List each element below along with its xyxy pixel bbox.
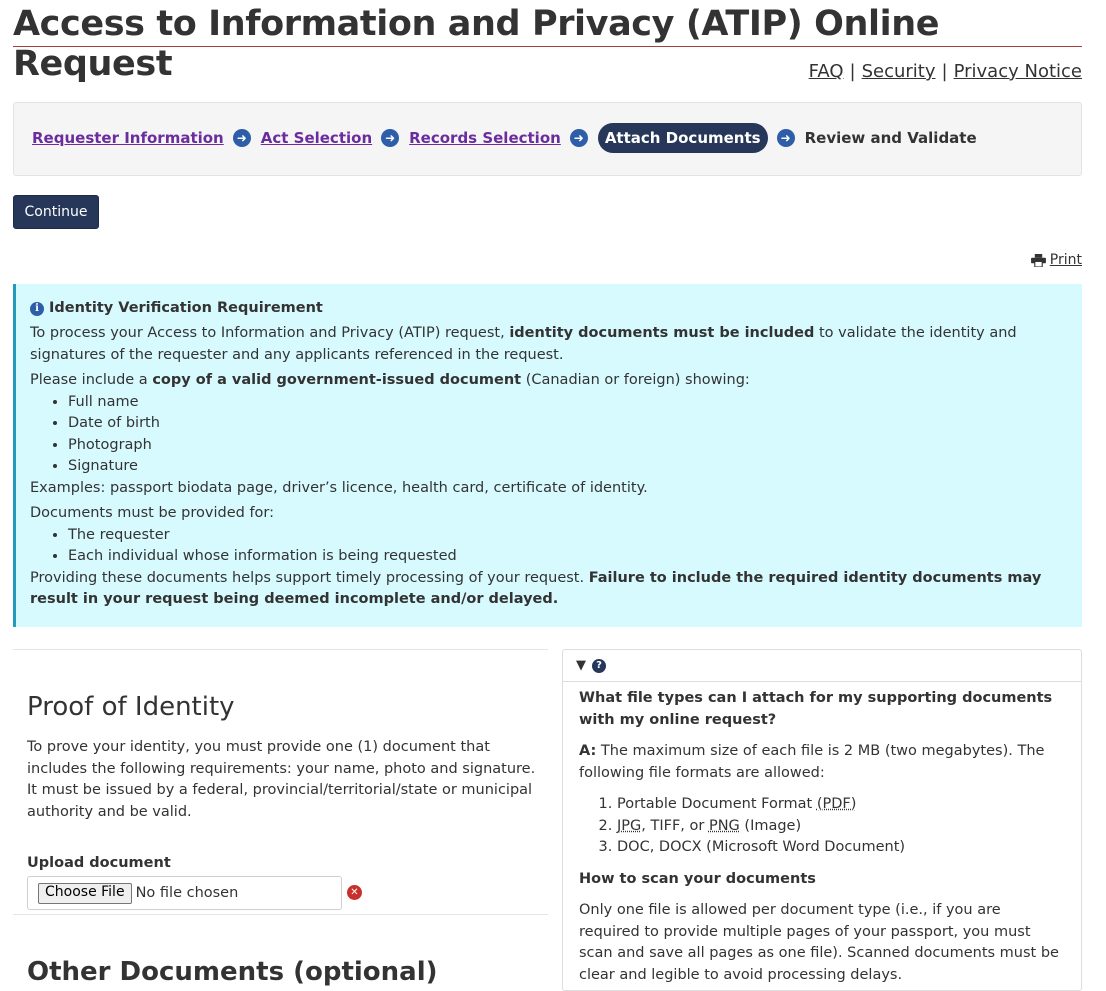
scan-text: Only one file is allowed per document type (i.e., if you are required to provide multiple pages of your passport, you must scan and save all pages as one file). Scanned documents must be clear and legible to avoid processing delays. bbox=[579, 902, 1059, 983]
list-item bbox=[617, 794, 1065, 816]
list-item: • The requester bbox=[68, 525, 1070, 547]
arrow-right-circle-icon: ➜ bbox=[570, 129, 588, 147]
faq-toggle[interactable] bbox=[563, 650, 1081, 682]
upload-document-input[interactable] bbox=[27, 876, 342, 910]
arrow-right-circle-icon: ➜ bbox=[777, 129, 795, 147]
answer-text: The maximum size of each file is 2 MB (two megabytes). The following file formats are allowed: bbox=[579, 743, 1045, 781]
format-abbr: PNG bbox=[708, 817, 740, 834]
print-icon bbox=[1031, 254, 1046, 267]
alert-paragraph bbox=[30, 370, 1070, 392]
alert-body bbox=[30, 323, 1070, 611]
list-item: • Date of birth bbox=[68, 413, 1070, 435]
alert-text: To process your Access to Information and Privacy (ATIP) request, bbox=[30, 325, 510, 341]
format-text: Portable Document Format bbox=[617, 796, 817, 812]
file-types-faq bbox=[562, 649, 1082, 991]
arrow-right-circle-icon: ➜ bbox=[381, 129, 399, 147]
format-text: (Image) bbox=[739, 817, 802, 834]
privacy-notice-link[interactable]: Privacy Notice bbox=[953, 61, 1082, 82]
file-format-list bbox=[579, 794, 1065, 859]
faq-question: What file types can I attach for my supporting documents with my online request? bbox=[579, 690, 1053, 728]
step-records-selection[interactable]: Records Selection bbox=[409, 129, 561, 147]
alert-heading-text: Identity Verification Requirement bbox=[49, 300, 323, 316]
format-text: , TIFF, or bbox=[641, 817, 709, 834]
list-item: • Full name bbox=[68, 392, 1070, 414]
info-icon: i bbox=[30, 302, 44, 316]
divider bbox=[13, 649, 548, 650]
alert-text: (Canadian or foreign) showing: bbox=[521, 372, 750, 388]
choose-file-button[interactable]: Choose File bbox=[38, 883, 132, 904]
alert-text: Providing these documents helps support timely processing of your request. bbox=[30, 569, 589, 586]
top-links bbox=[809, 61, 1082, 82]
other-documents-title: Other Documents (optional) bbox=[27, 957, 438, 987]
alert-text: Please include a bbox=[30, 372, 153, 388]
arrow-right-circle-icon: ➜ bbox=[233, 129, 251, 147]
alert-text: to validate the identity and signatures of the requester and any applicants referenced in the request. bbox=[30, 325, 1017, 363]
faq-body bbox=[563, 682, 1081, 986]
separator: | bbox=[849, 61, 856, 82]
proof-of-identity-title: Proof of Identity bbox=[27, 692, 235, 722]
remove-icon[interactable]: ✕ bbox=[347, 885, 362, 900]
divider bbox=[13, 914, 548, 915]
list-item: • Photograph bbox=[68, 435, 1070, 457]
format-abbr: JPG bbox=[617, 817, 642, 834]
progress-steps bbox=[13, 102, 1082, 176]
documents-for-list bbox=[30, 525, 1070, 568]
page-title: Access to Information and Privacy (ATIP) Online Request bbox=[13, 0, 1082, 47]
continue-button[interactable]: Continue bbox=[13, 195, 99, 229]
required-details-list bbox=[30, 392, 1070, 478]
alert-emphasis: identity documents must be included bbox=[509, 325, 815, 341]
answer-prefix: A: bbox=[579, 743, 597, 759]
alert-paragraph bbox=[30, 568, 1070, 611]
upload-document-label: Upload document bbox=[27, 855, 171, 871]
print-link[interactable]: Print bbox=[1049, 252, 1082, 268]
list-item bbox=[617, 816, 1065, 838]
step-requester-information[interactable]: Requester Information bbox=[32, 129, 224, 147]
scan-heading: How to scan your documents bbox=[579, 870, 816, 887]
proof-of-identity-text: To prove your identity, you must provide one (1) document that includes the following requirements: your name, photo and signature. It must be issued by a federal, provincial/territorial/state or municipal authority and be valid. bbox=[27, 739, 536, 820]
alert-emphasis: copy of a valid government-issued document bbox=[152, 372, 522, 388]
alert-heading bbox=[30, 298, 323, 320]
security-link[interactable]: Security bbox=[861, 61, 936, 82]
step-act-selection[interactable]: Act Selection bbox=[260, 129, 373, 147]
proof-of-identity-section bbox=[13, 649, 548, 987]
separator: | bbox=[941, 61, 948, 82]
alert-paragraph: Documents must be provided for: bbox=[30, 505, 275, 521]
question-icon: ? bbox=[592, 659, 606, 673]
caret-down-icon: ▼ bbox=[576, 658, 586, 673]
list-item: • Each individual whose information is being requested bbox=[68, 546, 1070, 568]
format-abbr: (PDF) bbox=[816, 796, 857, 812]
step-attach-documents-current: Attach Documents bbox=[598, 123, 768, 153]
page bbox=[13, 0, 1082, 987]
faq-answer bbox=[579, 741, 1065, 784]
identity-alert bbox=[13, 284, 1082, 627]
faq-link[interactable]: FAQ bbox=[808, 61, 844, 82]
print-control[interactable] bbox=[1031, 252, 1082, 268]
alert-emphasis: Failure to include the required identity documents may result in your request being deemed incomplete and/or delayed. bbox=[30, 569, 1042, 607]
list-item: • Signature bbox=[68, 456, 1070, 478]
list-item: 3. DOC, DOCX (Microsoft Word Document) bbox=[617, 837, 1065, 859]
step-review-and-validate: Review and Validate bbox=[804, 129, 977, 147]
alert-examples: Examples: passport biodata page, driver’s licence, health card, certificate of identity. bbox=[30, 479, 648, 496]
alert-paragraph bbox=[30, 323, 1070, 366]
file-status: No file chosen bbox=[135, 885, 239, 901]
